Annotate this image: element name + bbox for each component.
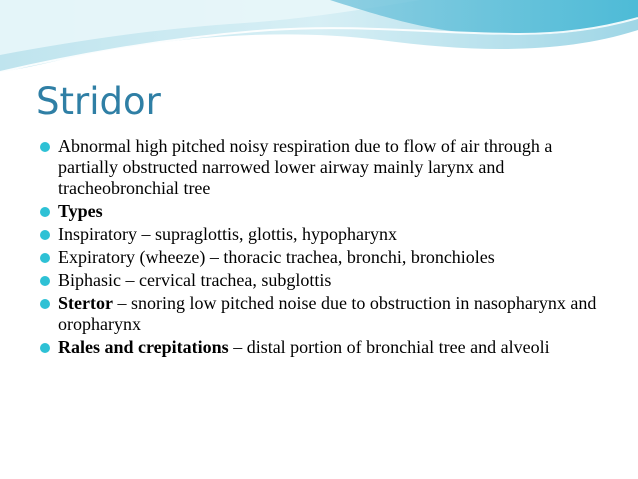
bullet-text: – snoring low pitched noise due to obstruction in nasopharynx and oropharynx: [58, 293, 597, 334]
bullet-strong-text: Types: [58, 201, 103, 221]
bullet-item: [40, 337, 600, 358]
bullet-text: Inspiratory – supraglottis, glottis, hypopharynx: [58, 224, 397, 244]
bullet-text: Expiratory (wheeze) – thoracic trachea, bronchi, bronchioles: [58, 247, 495, 267]
bullet-dot-icon: [40, 230, 50, 240]
bullet-dot-icon: [40, 343, 50, 353]
header-wave-decoration: [0, 0, 638, 80]
bullet-item: [40, 293, 600, 335]
bullet-dot-icon: [40, 276, 50, 286]
bullet-dot-icon: [40, 299, 50, 309]
bullet-text: – distal portion of bronchial tree and alveoli: [228, 337, 550, 357]
bullet-list: [40, 136, 600, 360]
bullet-item: [40, 201, 600, 222]
bullet-dot-icon: [40, 142, 50, 152]
bullet-text: Biphasic – cervical trachea, subglottis: [58, 270, 332, 290]
bullet-item: [40, 136, 600, 199]
bullet-strong-text: Stertor: [58, 293, 113, 313]
bullet-item: [40, 224, 600, 245]
bullet-strong-text: Rales and crepitations: [58, 337, 229, 357]
bullet-item: [40, 270, 600, 291]
bullet-dot-icon: [40, 253, 50, 263]
bullet-item: [40, 247, 600, 268]
bullet-dot-icon: [40, 207, 50, 217]
bullet-text: Abnormal high pitched noisy respiration due to flow of air through a partially obstructed narrowed lower airway mainly larynx and tracheobronchial tree: [58, 136, 553, 198]
slide-title: Stridor: [36, 80, 161, 123]
